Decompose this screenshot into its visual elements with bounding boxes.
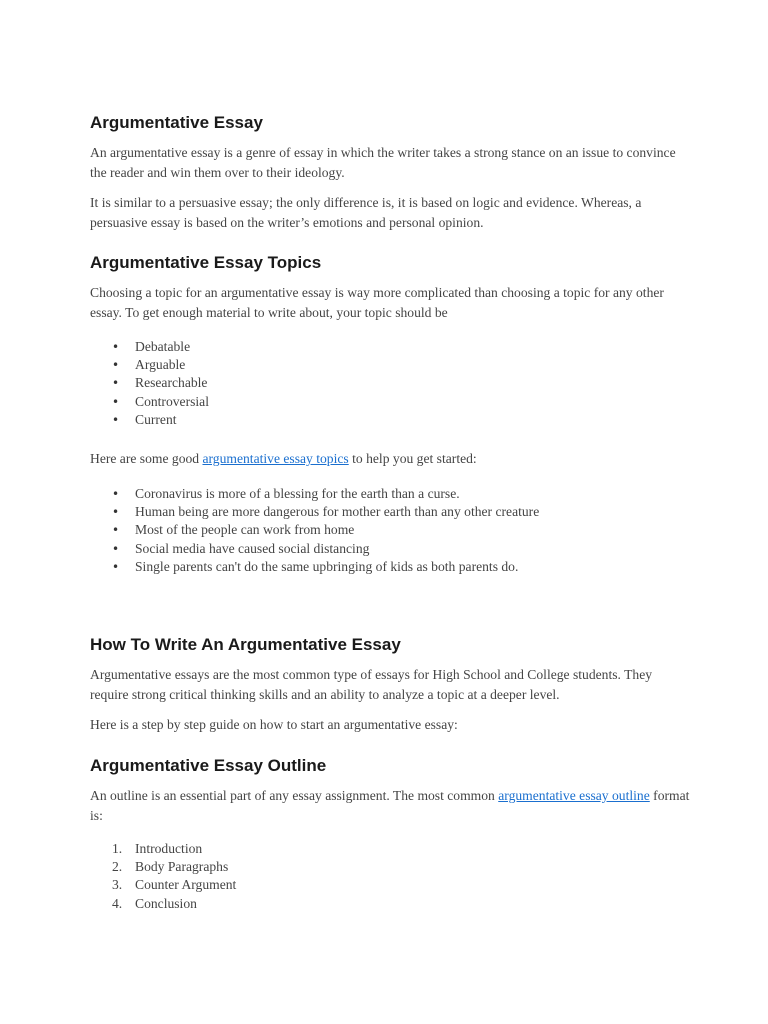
- list-item: • Most of the people can work from home: [90, 521, 539, 539]
- list-item: • Social media have caused social distancing: [90, 540, 539, 558]
- heading-how-to-write: How To Write An Argumentative Essay: [90, 635, 401, 654]
- list-number: 4.: [112, 895, 123, 911]
- list-item: [90, 858, 236, 876]
- list-item-text: Body Paragraphs: [135, 859, 229, 875]
- topics-intro-text: Here are some good: [90, 451, 203, 466]
- paragraph-topics-intro: [90, 449, 690, 469]
- list-item: [90, 840, 236, 858]
- paragraph-definition: An argumentative essay is a genre of essay in which the writer takes a strong stance on an issue to convince the reader and win them over to their ideology.: [90, 145, 676, 180]
- outline-intro-text: An outline is an essential part of any essay assignment. The most common: [90, 788, 499, 803]
- argumentative-essay-outline-link[interactable]: argumentative essay outline: [498, 788, 650, 803]
- list-item: • Single parents can't do the same upbringing of kids as both parents do.: [90, 558, 539, 576]
- list-item: • Controversial: [90, 393, 209, 411]
- list-item: [90, 876, 236, 894]
- outline-intro-text-end: format is:: [90, 788, 690, 823]
- outline-list: [90, 840, 236, 913]
- heading-essay-topics: Argumentative Essay Topics: [90, 253, 322, 272]
- paragraph-common-type: Argumentative essays are the most common type of essays for High School and College students. They require strong critical thinking skills and an ability to analyze a topic at a deeper level.: [90, 667, 653, 702]
- list-item: • Coronavirus is more of a blessing for the earth than a curse.: [90, 485, 539, 503]
- list-item: • Researchable: [90, 374, 209, 392]
- paragraph-choosing-topic: Choosing a topic for an argumentative essay is way more complicated than choosing a topic for any other essay. To get enough material to write about, your topic should be: [90, 285, 664, 320]
- list-number: 1.: [112, 841, 123, 856]
- heading-essay-outline: Argumentative Essay Outline: [90, 756, 327, 775]
- topic-qualities-list: [90, 338, 209, 429]
- list-item: • Debatable: [90, 338, 209, 356]
- paragraph-persuasive-comparison: It is similar to a persuasive essay; the only difference is, it is based on logic and evidence. Whereas, a persuasive essay is based on the writer’s emotions and personal opinion.: [90, 195, 642, 230]
- list-item-text: Introduction: [135, 841, 203, 856]
- list-number: 3.: [112, 877, 123, 893]
- paragraph-outline-intro: [90, 786, 690, 825]
- list-item: • Human being are more dangerous for mother earth than any other creature: [90, 503, 539, 521]
- paragraph-step-guide: Here is a step by step guide on how to start an argumentative essay:: [90, 717, 458, 732]
- example-topics-list: [90, 485, 539, 576]
- list-number: 2.: [112, 859, 123, 875]
- argumentative-essay-topics-link[interactable]: argumentative essay topics: [202, 451, 349, 466]
- list-item-text: Conclusion: [135, 895, 197, 911]
- list-item: • Current: [90, 411, 209, 429]
- list-item-text: Counter Argument: [135, 877, 237, 893]
- list-item: [90, 895, 236, 913]
- list-item: • Arguable: [90, 356, 209, 374]
- topics-intro-text-end: to help you get started:: [348, 451, 477, 466]
- heading-argumentative-essay: Argumentative Essay: [90, 113, 263, 132]
